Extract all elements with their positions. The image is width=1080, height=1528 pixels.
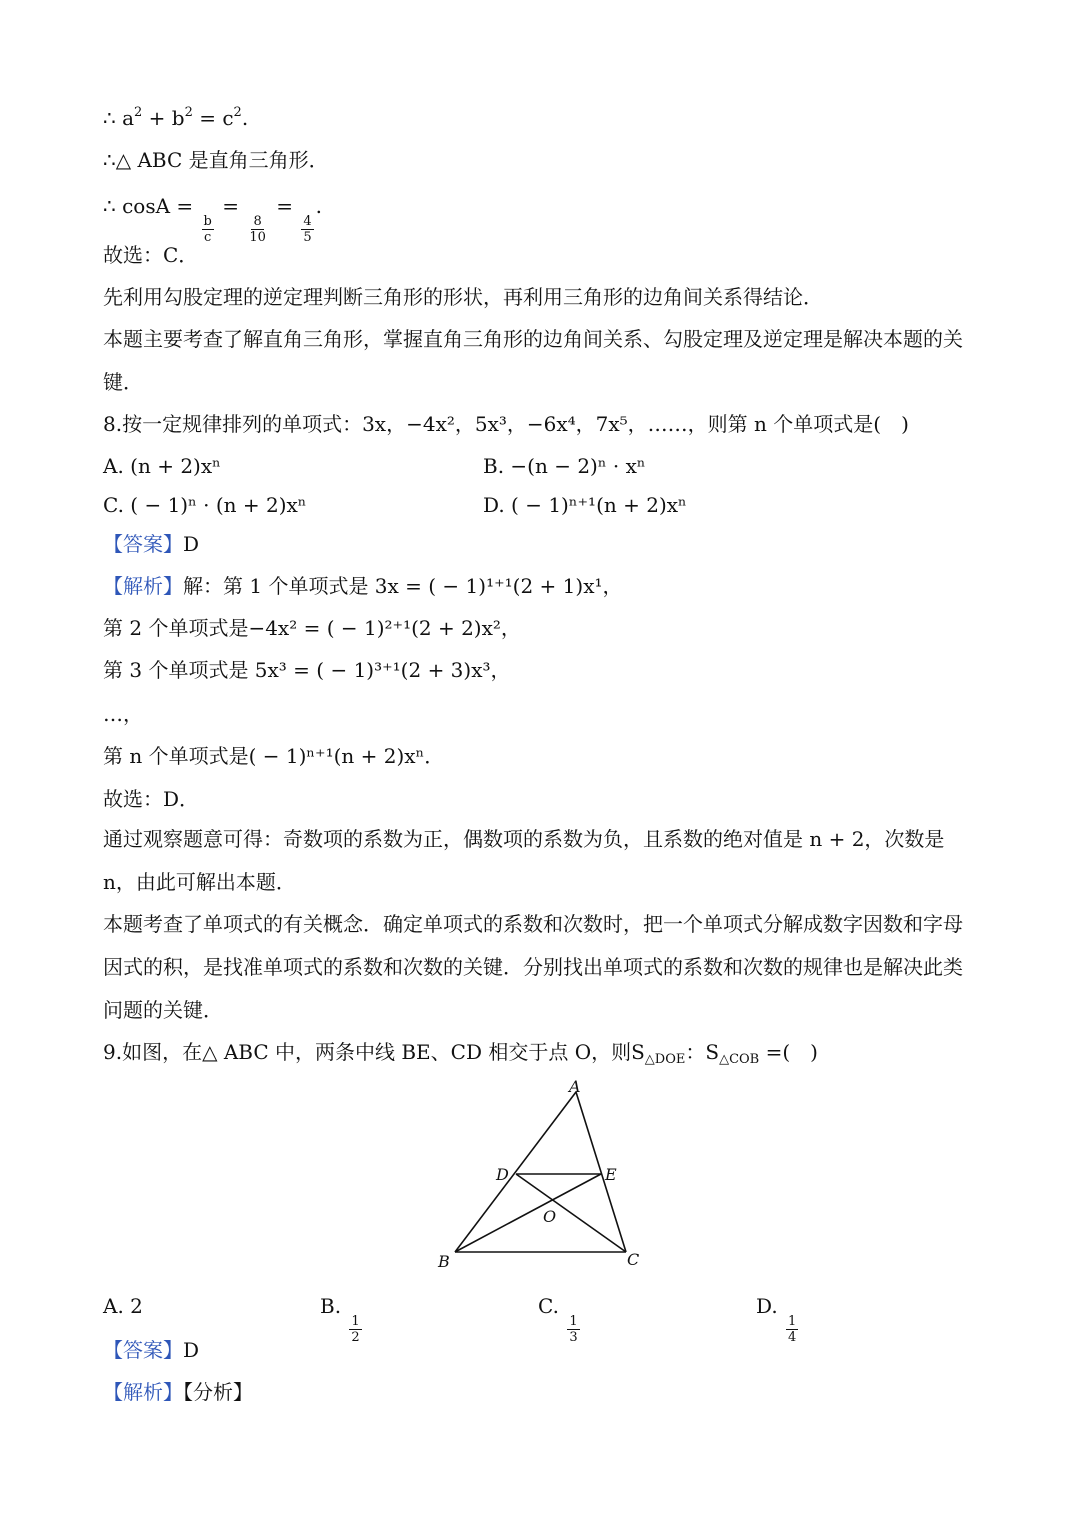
label-c: C: [627, 1250, 640, 1269]
triangle-figure: [430, 1080, 660, 1270]
q8-explain-1: 通过观察题意可得：奇数项的系数为正，偶数项的系数为负，且系数的绝对值是 n + 2，次数是 n，由此可解出本题．: [103, 827, 945, 894]
label-o: O: [543, 1207, 557, 1226]
fraction-4-5: $\frac{4}{5}$: [303, 214, 312, 245]
q8-option-a: A. (n + 2)xⁿ: [103, 454, 221, 478]
q9-option-a: A. 2: [103, 1294, 143, 1318]
line-right-triangle: ∴△ ABC 是直角三角形．: [103, 148, 329, 172]
q8-option-b: B. −(n − 2)ⁿ · xⁿ: [483, 454, 646, 478]
analysis-tag: 【解析】: [103, 574, 183, 598]
q9-answer: 【答案】D: [103, 1338, 200, 1362]
q9-option-b: B. $\frac{1}{2}$: [320, 1294, 360, 1345]
median-cd: [516, 1174, 626, 1252]
q8-analysis-line-2: 第 2 个单项式是−4x² = ( − 1)²⁺¹(2 + 2)x²，: [103, 616, 521, 640]
q9-option-c: C. $\frac{1}{3}$: [538, 1294, 578, 1345]
q8-analysis-line-6: 故选：D．: [103, 787, 200, 811]
line-pythagoras: ∴ $a^2 + b^2 = c^2$.: [103, 105, 249, 130]
fraction-b-c: $\frac{b}{c}$: [203, 214, 212, 245]
label-a: A: [569, 1080, 581, 1096]
q9-analysis: 【解析】【分析】: [103, 1380, 253, 1404]
line-summary-q7: 本题主要考查了解直角三角形，掌握直角三角形的边角间关系、勾股定理及逆定理是解决本题的关键．: [103, 327, 963, 394]
line-method: 先利用勾股定理的逆定理判断三角形的形状，再利用三角形的边角间关系得结论．: [103, 285, 823, 309]
q8-option-c: C. ( − 1)ⁿ · (n + 2)xⁿ: [103, 493, 307, 517]
fraction-8-10: $\frac{8}{10}$: [249, 214, 266, 245]
q8-answer: 【答案】D: [103, 532, 200, 556]
q9-option-d: D. $\frac{1}{4}$: [756, 1294, 797, 1345]
label-e: E: [605, 1165, 617, 1184]
answer-tag: 【答案】: [103, 532, 183, 556]
line-cosA: ∴ cosA = $\frac{b}{c}$ = $\frac{8}{10}$ = $\frac{4}{5}$ .: [103, 194, 322, 245]
q8-analysis-line-1: 【解析】解：第 1 个单项式是 3x = ( − 1)¹⁺¹(2 + 1)x¹，: [103, 574, 623, 598]
q8-stem: 8.按一定规律排列的单项式：3x，−4x²，5x³，−6x⁴，7x⁵，……，则第 n 个单项式是( ): [103, 412, 909, 436]
answer-tag: 【答案】: [103, 1338, 183, 1362]
q8-analysis-line-3: 第 3 个单项式是 5x³ = ( − 1)³⁺¹(2 + 3)x³，: [103, 658, 511, 682]
q9-stem: 9.如图，在△ ABC 中，两条中线 BE、CD 相交于点 O，则$S_{\triangle DOE}$：$S_{\triangle COB}$ =( ): [103, 1040, 818, 1067]
line-choose-c: 故选：C．: [103, 243, 199, 267]
q8-analysis-line-4: …，: [103, 702, 143, 726]
label-d: D: [496, 1165, 509, 1184]
side-ab: [455, 1092, 576, 1252]
q8-option-d: D. ( − 1)ⁿ⁺¹(n + 2)xⁿ: [483, 493, 687, 517]
analysis-tag: 【解析】: [103, 1380, 183, 1404]
label-b: B: [438, 1252, 450, 1270]
median-be: [455, 1174, 601, 1252]
q8-explain-2: 本题考查了单项式的有关概念．确定单项式的系数和次数时，把一个单项式分解成数字因数和字母因式的积，是找准单项式的系数和次数的关键．分别找出单项式的系数和次数的规律也是解决此类问题的关键．: [103, 912, 963, 1022]
side-ac: [576, 1092, 626, 1252]
q8-analysis-line-5: 第 n 个单项式是( − 1)ⁿ⁺¹(n + 2)xⁿ．: [103, 744, 445, 768]
